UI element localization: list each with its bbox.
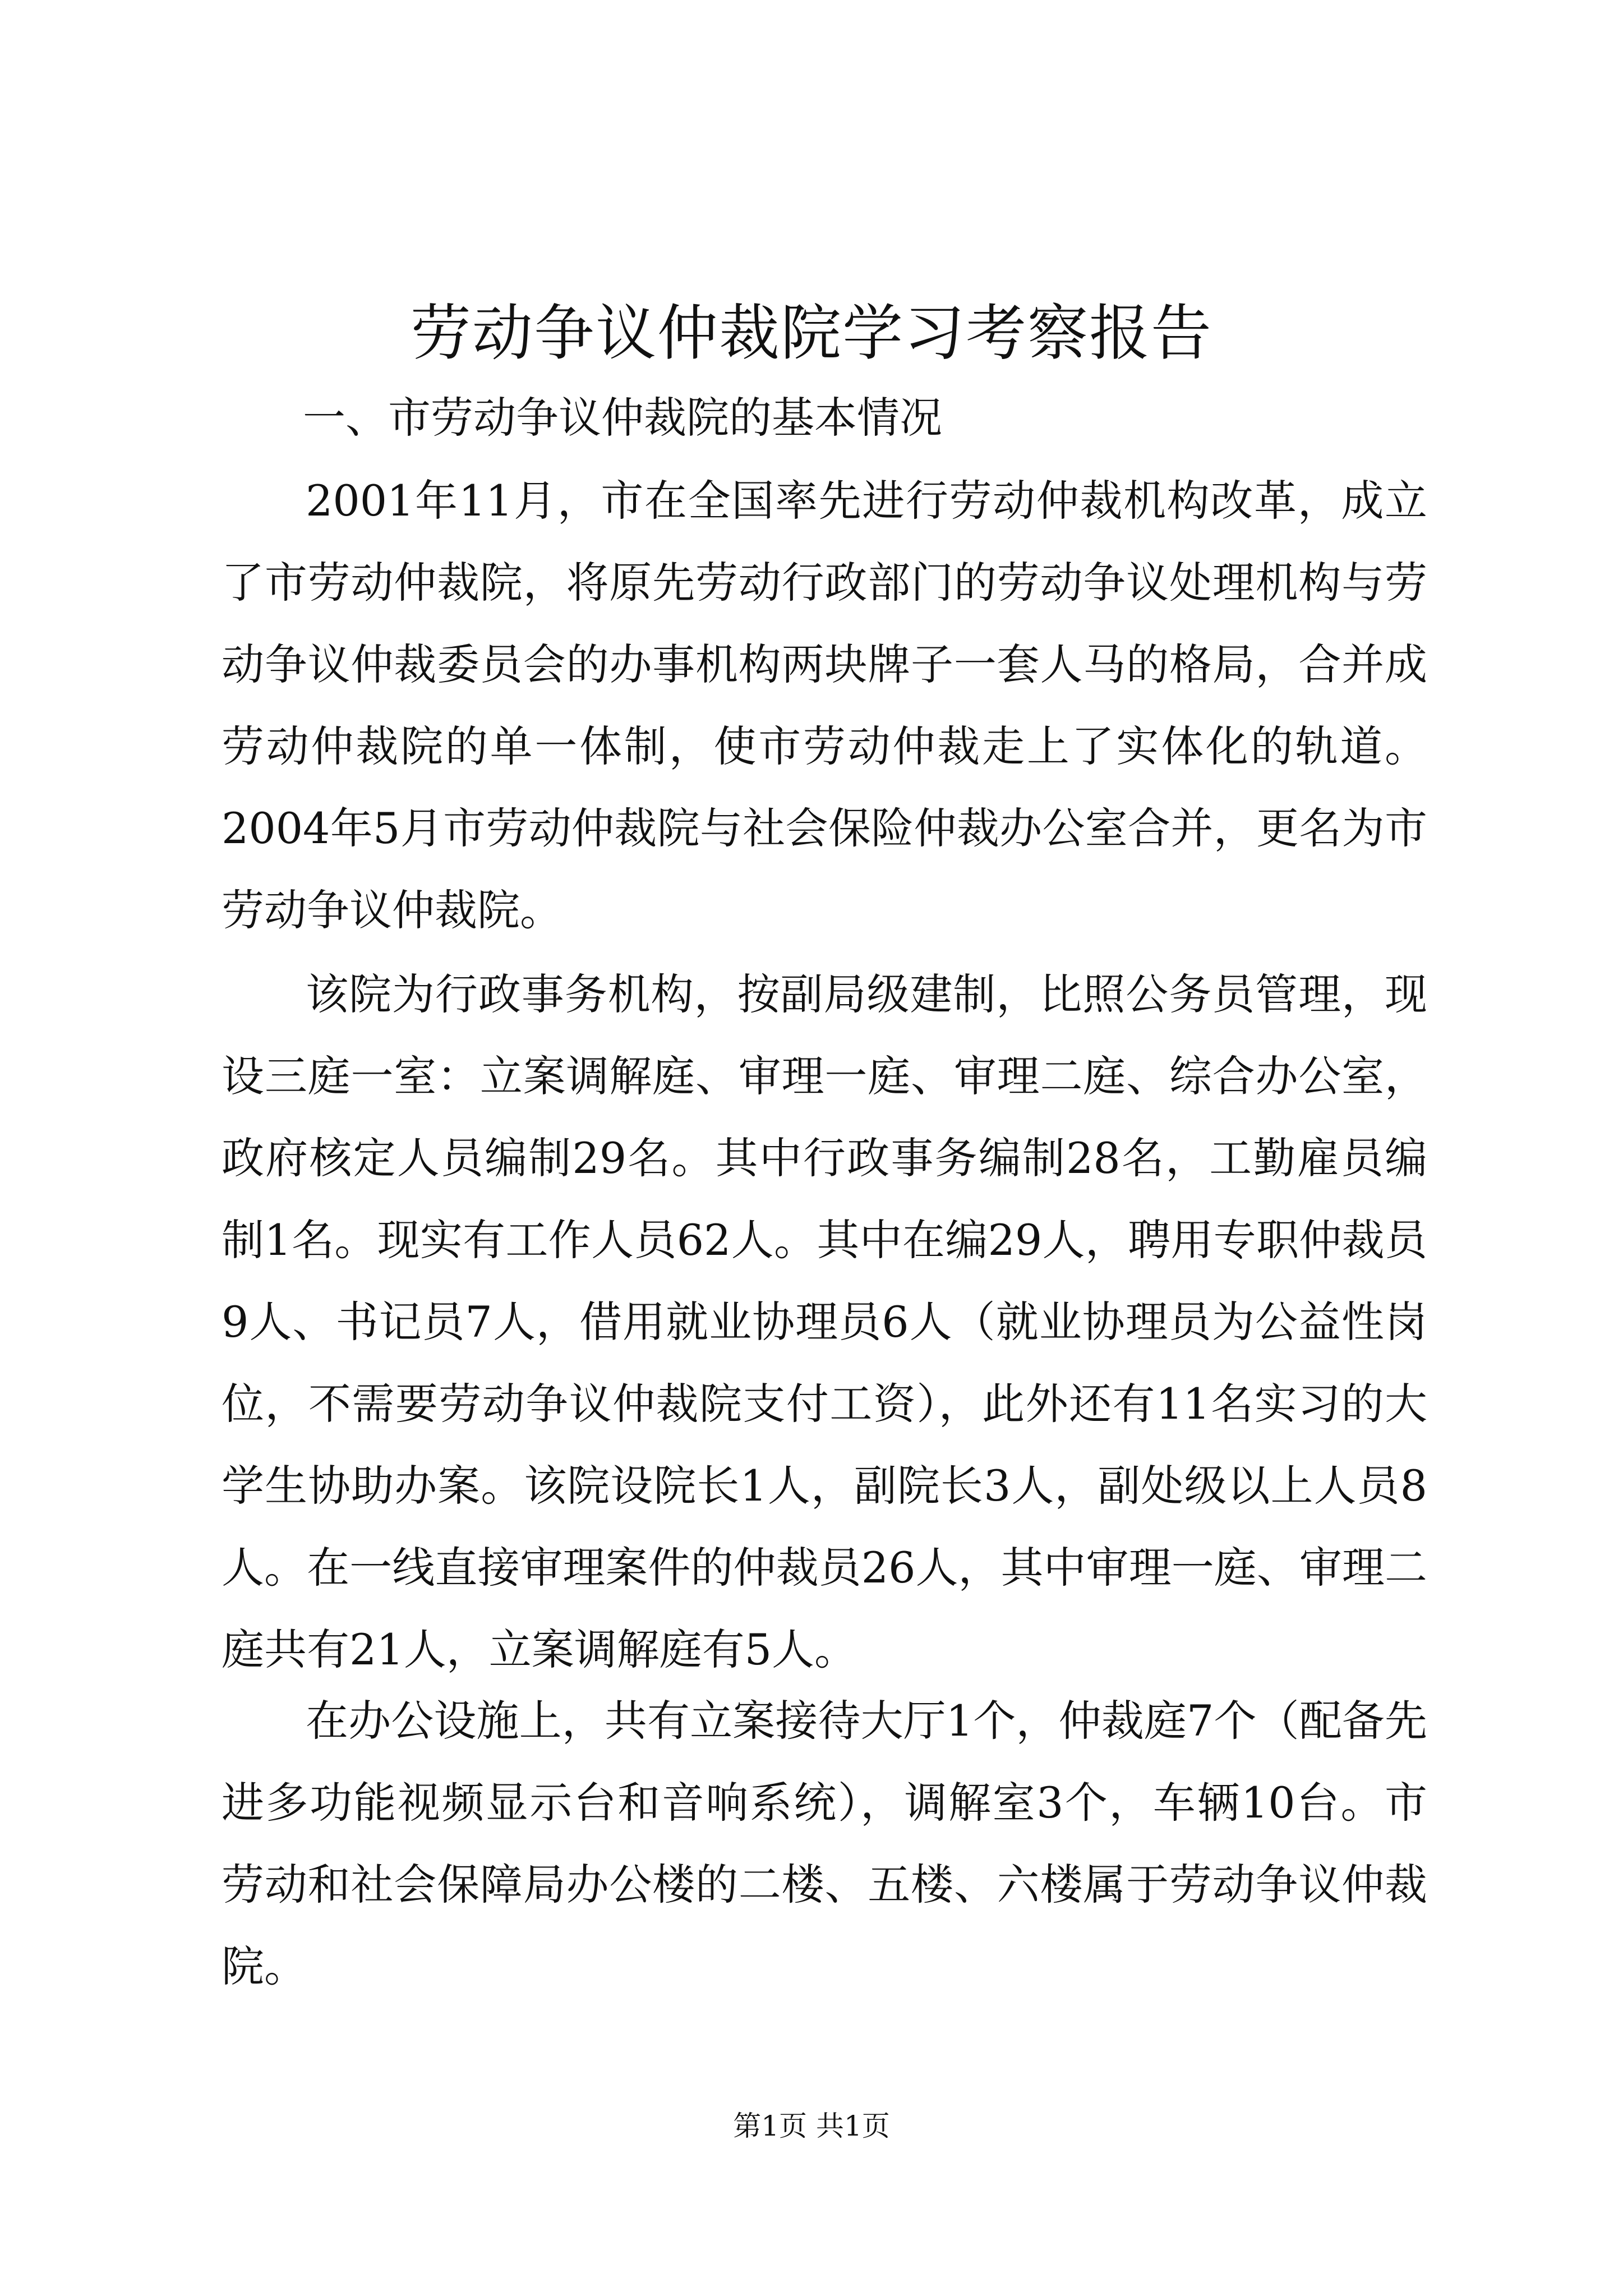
body-paragraph-3: 在办公设施上，共有立案接待大厅1个，仲裁庭7个（配备先进多功能视频显示台和音响系统），调解室3个，车辆10台。市劳动和社会保障局办公楼的二楼、五楼、六楼属于劳动争议仲裁院。 bbox=[222, 1696, 1427, 1991]
document-title: 劳动争议仲裁院学习考察报告 bbox=[410, 298, 1212, 369]
body-paragraph-1: 2001年11月，市在全国率先进行劳动仲裁机构改革，成立了市劳动仲裁院，将原先劳动行政部门的劳动争议处理机构与劳动争议仲裁委员会的办事机构两块牌子一套人马的格局，合并成劳动仲裁院的单一体制，使市劳动仲裁走上了实体化的轨道。2004年5月市劳动仲裁院与社会保险仲裁办公室合并，更名为市劳动争议仲裁院。 bbox=[222, 476, 1427, 935]
section-heading: 一、市劳动争议仲裁院的基本情况 bbox=[303, 393, 942, 443]
body-paragraph-2: 该院为行政事务机构，按副局级建制，比照公务员管理，现设三庭一室：立案调解庭、审理一庭、审理二庭、综合办公室，政府核定人员编制29名。其中行政事务编制28名，工勤雇员编制1名。现实有工作人员62人。其中在编29人，聘用专职仲裁员9人、书记员7人，借用就业协理员6人（就业协理员为公益性岗位，不需要劳动争议仲裁院支付工资），此外还有11名实习的大学生协助办案。该院设院长1人，副院长3人，副处级以上人员8人。在一线直接审理案件的仲裁员26人，其中审理一庭、审理二庭共有21人，立案调解庭有5人。 bbox=[222, 969, 1427, 1674]
page-number-footer: 第1页 共1页 bbox=[733, 2110, 890, 2142]
